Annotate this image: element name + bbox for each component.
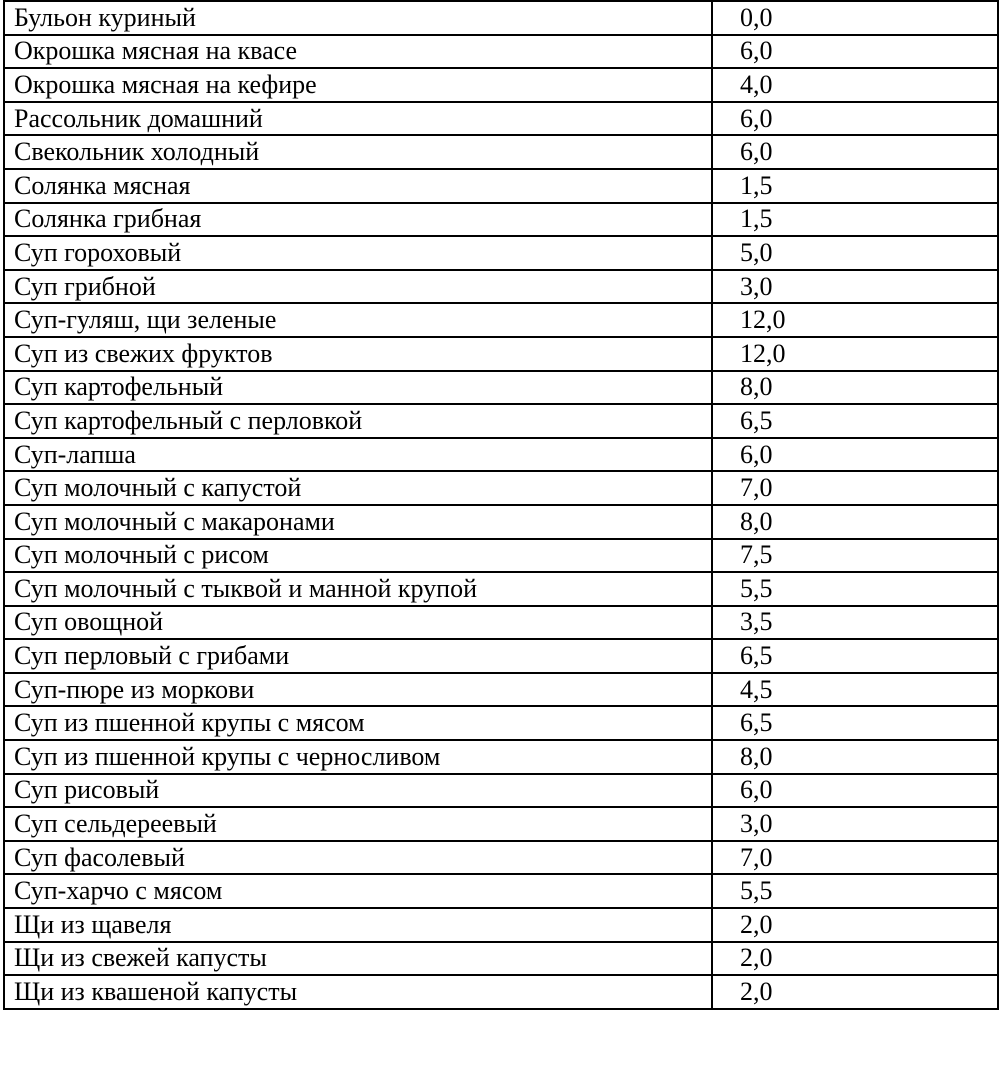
table-row bbox=[4, 303, 998, 337]
table-row bbox=[4, 572, 998, 606]
dish-value-cell: 6,0 bbox=[712, 135, 998, 169]
table-row bbox=[4, 807, 998, 841]
dish-value-cell: 0,0 bbox=[712, 1, 998, 35]
dish-name-cell: Щи из щавеля bbox=[4, 908, 712, 942]
table-row bbox=[4, 874, 998, 908]
dish-name-cell: Суп-гуляш, щи зеленые bbox=[4, 303, 712, 337]
table-row bbox=[4, 270, 998, 304]
dish-name-cell: Суп картофельный с перловкой bbox=[4, 404, 712, 438]
dish-name-cell: Суп молочный с рисом bbox=[4, 539, 712, 573]
dish-name-cell: Суп сельдереевый bbox=[4, 807, 712, 841]
dish-name-cell: Суп фасолевый bbox=[4, 841, 712, 875]
table-row bbox=[4, 1, 998, 35]
table-row bbox=[4, 337, 998, 371]
dish-value-cell: 4,0 bbox=[712, 68, 998, 102]
dish-value-cell: 6,0 bbox=[712, 35, 998, 69]
table-row bbox=[4, 539, 998, 573]
dish-value-cell: 7,0 bbox=[712, 471, 998, 505]
dish-value-cell: 2,0 bbox=[712, 908, 998, 942]
table-row bbox=[4, 102, 998, 136]
table-row bbox=[4, 203, 998, 237]
table-row bbox=[4, 908, 998, 942]
table-row bbox=[4, 135, 998, 169]
dish-value-cell: 2,0 bbox=[712, 942, 998, 976]
dish-name-cell: Суп молочный с макаронами bbox=[4, 505, 712, 539]
dish-name-cell: Окрошка мясная на кефире bbox=[4, 68, 712, 102]
dish-name-cell: Щи из свежей капусты bbox=[4, 942, 712, 976]
dish-value-cell: 3,5 bbox=[712, 606, 998, 640]
dish-name-cell: Суп рисовый bbox=[4, 774, 712, 808]
dish-name-cell: Бульон куриный bbox=[4, 1, 712, 35]
dish-name-cell: Суп-лапша bbox=[4, 438, 712, 472]
dish-value-cell: 5,0 bbox=[712, 236, 998, 270]
table-row bbox=[4, 774, 998, 808]
table-row bbox=[4, 505, 998, 539]
table-row bbox=[4, 942, 998, 976]
dish-name-cell: Суп гороховый bbox=[4, 236, 712, 270]
dish-name-cell: Суп из пшенной крупы с черносливом bbox=[4, 740, 712, 774]
dish-name-cell: Свекольник холодный bbox=[4, 135, 712, 169]
dish-name-cell: Суп из свежих фруктов bbox=[4, 337, 712, 371]
dish-name-cell: Рассольник домашний bbox=[4, 102, 712, 136]
table-row bbox=[4, 841, 998, 875]
dish-name-cell: Суп из пшенной крупы с мясом bbox=[4, 706, 712, 740]
dish-value-cell: 12,0 bbox=[712, 337, 998, 371]
dish-value-cell: 7,0 bbox=[712, 841, 998, 875]
dish-value-cell: 5,5 bbox=[712, 874, 998, 908]
dish-name-cell: Суп молочный с тыквой и манной крупой bbox=[4, 572, 712, 606]
dish-value-cell: 12,0 bbox=[712, 303, 998, 337]
dish-value-cell: 1,5 bbox=[712, 169, 998, 203]
table-row bbox=[4, 404, 998, 438]
dish-value-cell: 6,0 bbox=[712, 438, 998, 472]
table-row bbox=[4, 236, 998, 270]
table-row bbox=[4, 639, 998, 673]
dish-name-cell: Суп картофельный bbox=[4, 371, 712, 405]
table-row bbox=[4, 471, 998, 505]
dish-value-cell: 8,0 bbox=[712, 505, 998, 539]
dish-value-cell: 3,0 bbox=[712, 270, 998, 304]
dish-value-cell: 8,0 bbox=[712, 740, 998, 774]
table-row bbox=[4, 371, 998, 405]
dish-name-cell: Суп молочный с капустой bbox=[4, 471, 712, 505]
table-row bbox=[4, 169, 998, 203]
dish-value-cell: 6,5 bbox=[712, 706, 998, 740]
table-row bbox=[4, 673, 998, 707]
dish-name-cell: Окрошка мясная на квасе bbox=[4, 35, 712, 69]
table-row bbox=[4, 68, 998, 102]
dish-value-cell: 7,5 bbox=[712, 539, 998, 573]
dish-name-cell: Суп-пюре из моркови bbox=[4, 673, 712, 707]
dish-value-cell: 8,0 bbox=[712, 371, 998, 405]
dish-value-cell: 5,5 bbox=[712, 572, 998, 606]
table-row bbox=[4, 606, 998, 640]
table-row bbox=[4, 438, 998, 472]
table-row bbox=[4, 35, 998, 69]
dish-name-cell: Солянка грибная bbox=[4, 203, 712, 237]
dish-name-cell: Солянка мясная bbox=[4, 169, 712, 203]
dish-value-cell: 6,0 bbox=[712, 102, 998, 136]
dish-value-cell: 3,0 bbox=[712, 807, 998, 841]
dish-name-cell: Суп-харчо с мясом bbox=[4, 874, 712, 908]
dish-name-cell: Суп овощной bbox=[4, 606, 712, 640]
dish-value-cell: 6,5 bbox=[712, 404, 998, 438]
dish-value-cell: 6,5 bbox=[712, 639, 998, 673]
soup-table bbox=[3, 0, 999, 1010]
dish-value-cell: 6,0 bbox=[712, 774, 998, 808]
table-row bbox=[4, 740, 998, 774]
dish-name-cell: Суп грибной bbox=[4, 270, 712, 304]
soup-table-body bbox=[4, 1, 998, 1009]
dish-name-cell: Суп перловый с грибами bbox=[4, 639, 712, 673]
dish-name-cell: Щи из квашеной капусты bbox=[4, 975, 712, 1009]
table-row bbox=[4, 975, 998, 1009]
table-row bbox=[4, 706, 998, 740]
dish-value-cell: 2,0 bbox=[712, 975, 998, 1009]
dish-value-cell: 1,5 bbox=[712, 203, 998, 237]
dish-value-cell: 4,5 bbox=[712, 673, 998, 707]
